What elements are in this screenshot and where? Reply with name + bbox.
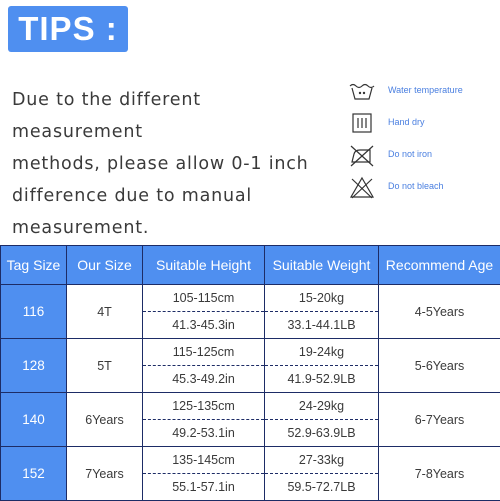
table-row	[1, 447, 500, 474]
weight-lb-cell: 59.5-72.7LB	[265, 474, 379, 501]
do-not-iron-icon	[348, 144, 376, 168]
header-recommend-age: Recommend Age	[379, 246, 500, 285]
table-row	[1, 285, 500, 312]
weight-kg-cell: 15-20kg	[265, 285, 379, 312]
note-line: methods, please allow 0-1 inch	[12, 148, 334, 180]
hand-dry-icon	[348, 112, 376, 134]
care-instructions	[348, 80, 498, 208]
care-label: Water temperature	[388, 85, 463, 95]
header-suitable-height: Suitable Height	[143, 246, 265, 285]
tips-title: TIPS :	[18, 10, 118, 48]
age-cell: 5-6Years	[379, 339, 500, 393]
tag-size-cell: 140	[1, 393, 67, 447]
tag-size-cell: 116	[1, 285, 67, 339]
care-label: Hand dry	[388, 117, 425, 127]
our-size-cell: 4T	[67, 285, 143, 339]
care-label: Do not iron	[388, 149, 432, 159]
header-suitable-weight: Suitable Weight	[265, 246, 379, 285]
tips-badge	[8, 6, 128, 52]
size-chart-table	[0, 245, 500, 501]
our-size-cell: 5T	[67, 339, 143, 393]
our-size-cell: 6Years	[67, 393, 143, 447]
header-tag-size: Tag Size	[1, 246, 67, 285]
weight-kg-cell: 27-33kg	[265, 447, 379, 474]
height-cm-cell: 135-145cm	[143, 447, 265, 474]
height-in-cell: 41.3-45.3in	[143, 312, 265, 339]
weight-kg-cell: 24-29kg	[265, 393, 379, 420]
tag-size-cell: 128	[1, 339, 67, 393]
table-row	[1, 339, 500, 366]
weight-lb-cell: 52.9-63.9LB	[265, 420, 379, 447]
height-cm-cell: 105-115cm	[143, 285, 265, 312]
weight-kg-cell: 19-24kg	[265, 339, 379, 366]
age-cell: 4-5Years	[379, 285, 500, 339]
water-temperature-icon	[348, 80, 376, 102]
care-item-water-temperature	[348, 80, 498, 112]
height-in-cell: 49.2-53.1in	[143, 420, 265, 447]
height-in-cell: 55.1-57.1in	[143, 474, 265, 501]
note-line: difference due to manual	[12, 180, 334, 212]
care-item-do-not-iron	[348, 144, 498, 176]
note-line: Due to the different measurement	[12, 84, 334, 148]
measurement-note	[12, 84, 334, 244]
do-not-bleach-icon	[348, 176, 376, 200]
our-size-cell: 7Years	[67, 447, 143, 501]
height-cm-cell: 125-135cm	[143, 393, 265, 420]
tag-size-cell: 152	[1, 447, 67, 501]
header-our-size: Our Size	[67, 246, 143, 285]
care-label: Do not bleach	[388, 181, 444, 191]
age-cell: 7-8Years	[379, 447, 500, 501]
care-item-hand-dry	[348, 112, 498, 144]
height-in-cell: 45.3-49.2in	[143, 366, 265, 393]
care-item-do-not-bleach	[348, 176, 498, 208]
height-cm-cell: 115-125cm	[143, 339, 265, 366]
note-line: measurement.	[12, 212, 334, 244]
weight-lb-cell: 41.9-52.9LB	[265, 366, 379, 393]
age-cell: 6-7Years	[379, 393, 500, 447]
weight-lb-cell: 33.1-44.1LB	[265, 312, 379, 339]
table-header-row	[1, 246, 500, 285]
table-row	[1, 393, 500, 420]
